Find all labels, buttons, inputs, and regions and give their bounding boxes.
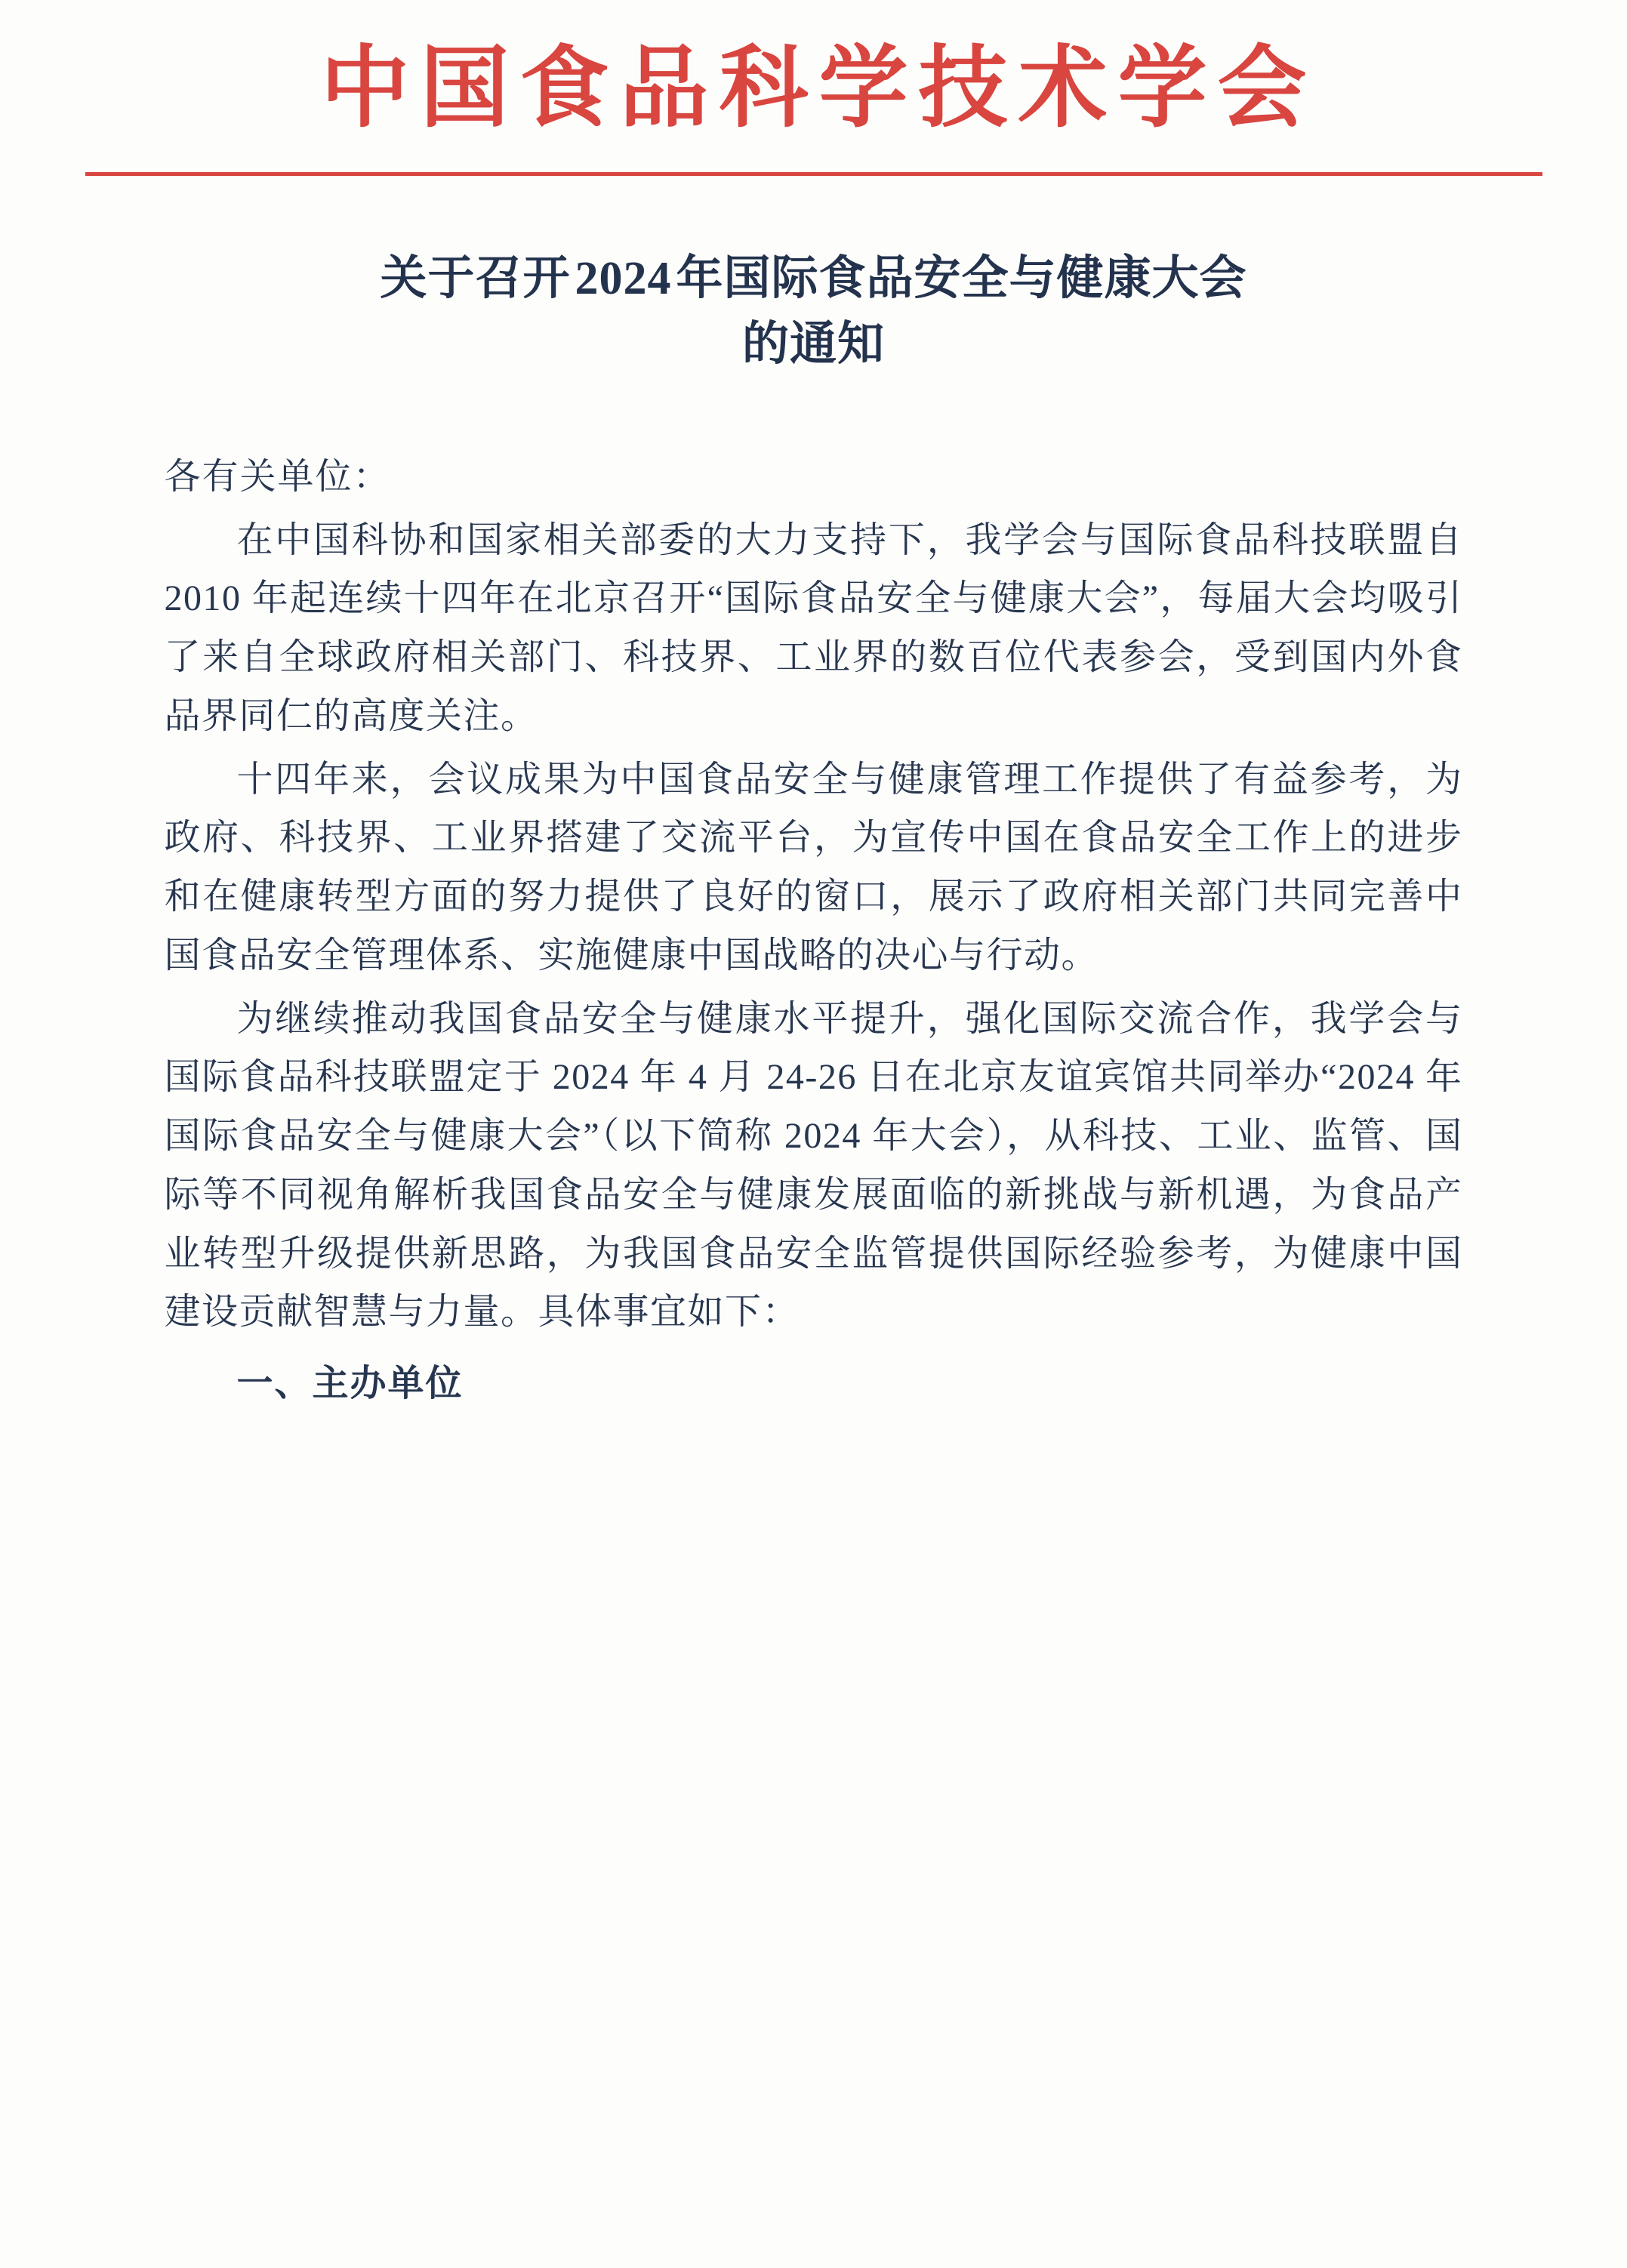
paragraph-2: 十四年来，会议成果为中国食品安全与健康管理工作提供了有益参考，为政府、科技界、工业界搭建了交流平台，为宣传中国在食品安全工作上的进步和在健康转型方面的努力提供了良好的窗口，展示了政府相关部门共同完善中国食品安全管理体系、实施健康中国战略的决心与行动。	[164, 759, 1463, 975]
page-title-prefix: 关于召开	[380, 249, 571, 305]
paragraph-3: 为继续推动我国食品安全与健康水平提升，强化国际交流合作，我学会与国际食品科技联盟定于 2024 年 4 月 24-26 日在北京友谊宾馆共同举办“2024 年国际食品安全与健康大会”（以下简称 2024 年大会），从科技、工业、监管、国际等不同视角解析我国食品安全与健康发展面临的新挑战与新机遇，为食品产业转型升级提供新思路，为我国食品安全监管提供国际经验参考，为健康中国建设贡献智慧与力量。具体事宜如下：	[164, 998, 1463, 1333]
page-title-line2: 的通知	[741, 316, 885, 371]
page-title-suffix: 年国际食品安全与健康大会	[676, 249, 1247, 305]
letterhead-organization-name: 中国食品科学技术学会	[320, 35, 1317, 140]
page-title-year: 2024	[575, 252, 672, 304]
section-heading-organizer: 一、主办单位	[236, 1364, 464, 1404]
paragraph-1: 在中国科协和国家相关部委的大力支持下，我学会与国际食品科技联盟自 2010 年起连续十四年在北京召开“国际食品安全与健康大会”，每届大会均吸引了来自全球政府相关部门、科技界、工业界的数百位代表参会，受到国内外食品界同仁的高度关注。	[164, 519, 1463, 736]
document-body	[165, 176, 1463, 1413]
letterhead	[0, 0, 1627, 176]
salutation: 各有关单位：	[164, 456, 391, 497]
page-title	[165, 245, 1463, 376]
